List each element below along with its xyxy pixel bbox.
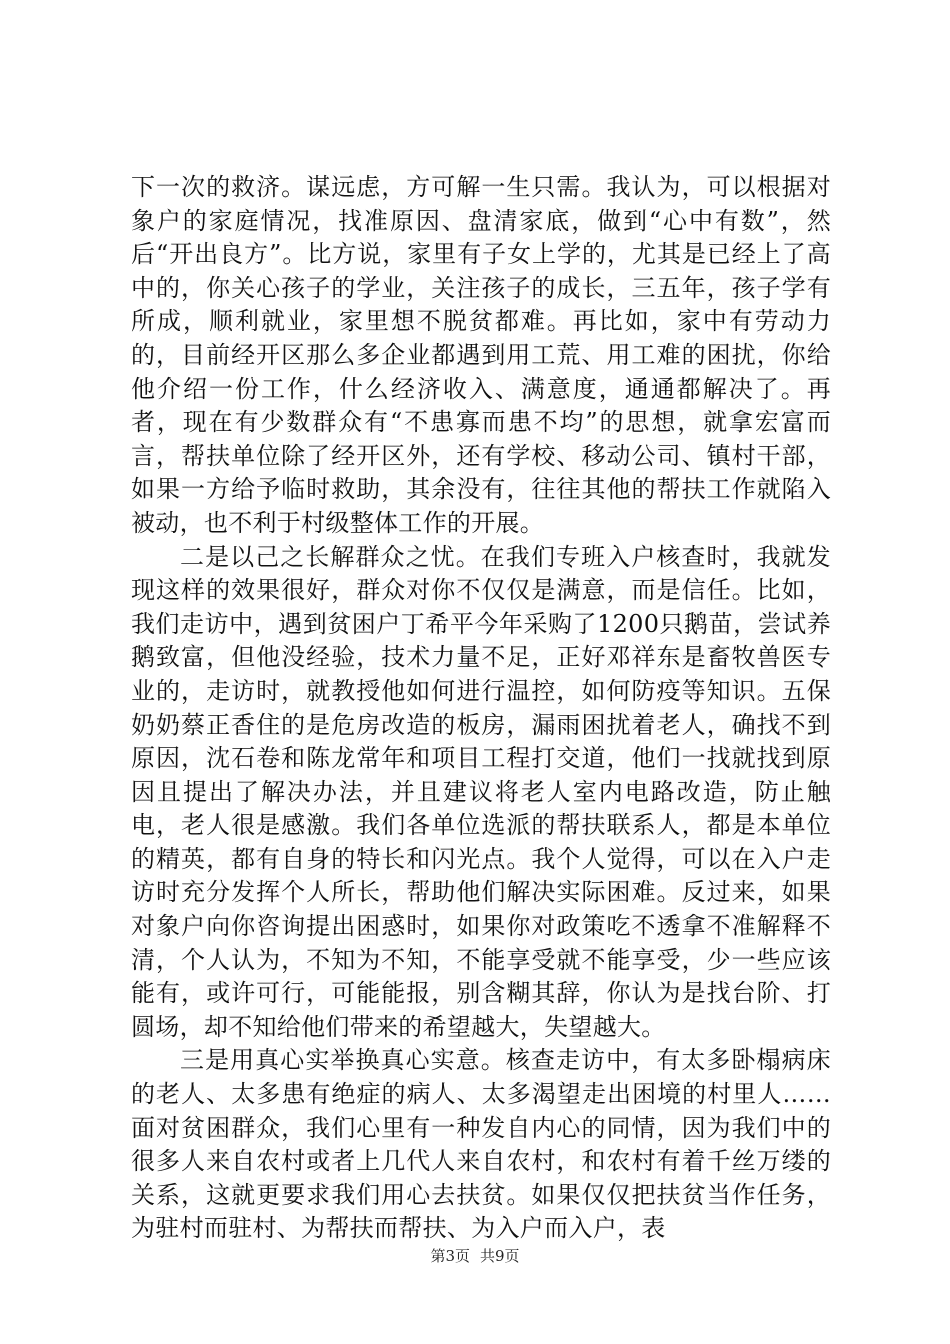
page-number: 第3页 bbox=[430, 1247, 470, 1265]
page-footer bbox=[0, 1245, 950, 1266]
body-text bbox=[131, 171, 831, 1246]
paragraph-2: 二是以己之长解群众之忧。在我们专班入户核查时，我就发现这样的效果很好，群众对你不仅仅是满意，而是信任。比如，我们走访中，遇到贫困户丁希平今年采购了1200只鹅苗，尝试养鹅致富，但他没经验，技术力量不足，正好邓祥东是畜牧兽医专业的，走访时，就教授他如何进行温控，如何防疫等知识。五保奶奶蔡正香住的是危房改造的板房，漏雨困扰着老人，确找不到原因，沈石卷和陈龙常年和项目工程打交道，他们一找就找到原因且提出了解决办法，并且建议将老人室内电路改造，防止触电，老人很是感激。我们各单位选派的帮扶联系人，都是本单位的精英，都有自身的特长和闪光点。我个人觉得，可以在入户走访时充分发挥个人所长，帮助他们解决实际困难。反过来，如果对象户向你咨询提出困惑时，如果你对政策吃不透拿不准解释不清，个人认为，不知为不知，不能享受就不能享受，少一些应该能有，或许可行，可能能报，别含糊其辞，你认为是找台阶、打圆场，却不知给他们带来的希望越大，失望越大。 bbox=[131, 542, 831, 1041]
total-pages: 共9页 bbox=[480, 1247, 520, 1265]
paragraph-1: 下一次的救济。谋远虑，方可解一生只需。我认为，可以根据对象户的家庭情况，找准原因、盘清家底，做到“心中有数”，然后“开出良方”。比方说，家里有子女上学的，尤其是已经上了高中的，你关心孩子的学业，关注孩子的成长，三五年，孩子学有所成，顺利就业，家里想不脱贫都难。再比如，家中有劳动力的，目前经开区那么多企业都遇到用工荒、用工难的困扰，你给他介绍一份工作，什么经济收入、满意度，通通都解决了。再者，现在有少数群众有“不患寡而患不均”的思想，就拿宏富而言，帮扶单位除了经开区外，还有学校、移动公司、镇村干部，如果一方给予临时救助，其余没有，往往其他的帮扶工作就陷入被动，也不利于村级整体工作的开展。 bbox=[131, 173, 831, 537]
paragraph-3: 三是用真心实举换真心实意。核查走访中，有太多卧榻病床的老人、太多患有绝症的病人、太多渴望走出困境的村里人……面对贫困群众，我们心里有一种发自内心的同情，因为我们中的很多人来自农村或者上几代人来自农村，和农村有着千丝万缕的关系，这就更要求我们用心去扶贫。如果仅仅把扶贫当作任务，为驻村而驻村、为帮扶而帮扶、为入户而入户，表 bbox=[131, 1046, 831, 1243]
